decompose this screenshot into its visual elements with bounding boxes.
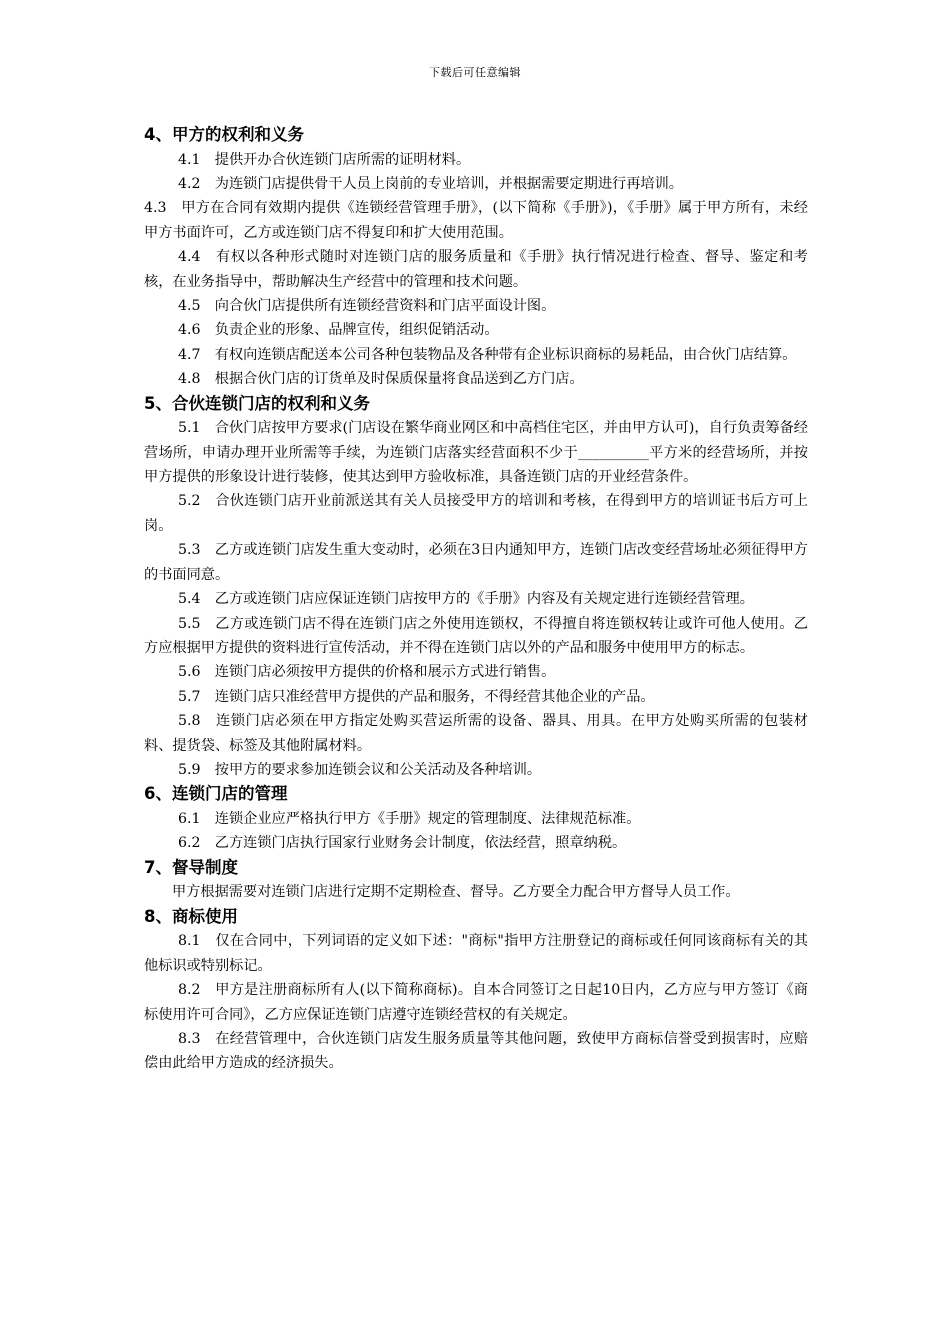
clause-paragraph: 4.2 为连锁门店提供骨干人员上岗前的专业培训，并根据需要定期进行再培训。	[178, 176, 683, 192]
clause-paragraph: 4.6 负责企业的形象、品牌宣传，组织促销活动。	[178, 322, 499, 339]
clause-paragraph: 5.1 合伙门店按甲方要求(门店设在繁华商业网区和中高档住宅区，并由甲方认可)，自行负责筹备经营场所，申请办理开业所需等手续，为连锁门店落实经营面积不少于__________平方米的经营场所，并按甲方提供的形象设计进行装修，使其达到甲方验收标准，具备连锁门店的开业经营条件。	[144, 420, 808, 486]
clause-paragraph: 5.3 乙方或连锁门店发生重大变动时，必须在3日内通知甲方，连锁门店改变经营场址必须征得甲方的书面同意。	[144, 542, 808, 583]
clause-paragraph: 8.2 甲方是注册商标所有人(以下简称商标)。自本合同签订之日起10日内，乙方应与甲方签订《商标使用许可合同》，乙方应保证连锁门店遵守连锁经营权的有关规定。	[144, 982, 808, 1023]
clause-paragraph: 4.8 根据合伙门店的订货单及时保质保量将食品送到乙方门店。	[178, 371, 584, 388]
clause-paragraph: 6.2 乙方连锁门店执行国家行业财务会计制度，依法经营，照章纳税。	[178, 835, 627, 852]
clause-paragraph: 5.4 乙方或连锁门店应保证连锁门店按甲方的《手册》内容及有关规定进行连锁经营管理。	[178, 591, 754, 608]
section-heading: 8、商标使用	[144, 906, 238, 926]
clause-paragraph: 4.3 甲方在合同有效期内提供《连锁经营管理手册》，(以下简称《手册》)，《手册》属于甲方所有，未经甲方书面许可，乙方或连锁门店不得复印和扩大使用范围。	[144, 200, 808, 241]
section-heading: 4、甲方的权利和义务	[144, 125, 304, 144]
clause-paragraph: 5.9 按甲方的要求参加连锁会议和公关活动及各种培训。	[178, 761, 542, 778]
document-body	[144, 123, 808, 1076]
clause-paragraph: 5.6 连锁门店必须按甲方提供的价格和展示方式进行销售。	[178, 664, 556, 681]
clause-paragraph: 4.5 向合伙门店提供所有连锁经营资料和门店平面设计图。	[178, 298, 556, 315]
clause-paragraph: 6.1 连锁企业应严格执行甲方《手册》规定的管理制度、法律规范标准。	[178, 810, 641, 827]
clause-paragraph: 8.1 仅在合同中，下列词语的定义如下述："商标"指甲方注册登记的商标或任何同该商标有关的其他标识或特别标记。	[144, 933, 808, 974]
clause-paragraph: 5.7 连锁门店只准经营甲方提供的产品和服务，不得经营其他企业的产品。	[178, 688, 655, 705]
clause-paragraph: 甲方根据需要对连锁门店进行定期不定期检查、督导。乙方要全力配合甲方督导人员工作。	[172, 884, 740, 901]
section-heading: 5、合伙连锁门店的权利和义务	[144, 393, 370, 413]
clause-paragraph: 4.4 有权以各种形式随时对连锁门店的服务质量和《手册》执行情况进行检查、督导、鉴定和考核，在业务指导中，帮助解决生产经营中的管理和技术问题。	[144, 249, 808, 290]
clause-paragraph: 4.7 有权向连锁店配送本公司各种包装物品及各种带有企业标识商标的易耗品，由合伙门店结算。	[178, 346, 797, 363]
clause-paragraph: 4.1 提供开办合伙连锁门店所需的证明材料。	[178, 151, 471, 168]
clause-paragraph: 8.3 在经营管理中，合伙连锁门店发生服务质量等其他问题，致使甲方商标信誉受到损害时，应赔偿由此给甲方造成的经济损失。	[144, 1030, 808, 1072]
clause-paragraph: 5.5 乙方或连锁门店不得在连锁门店之外使用连锁权，不得擅自将连锁权转让或许可他人使用。乙方应根据甲方提供的资料进行宣传活动，并不得在连锁门店以外的产品和服务中使用甲方的标志。	[144, 615, 808, 656]
section-heading: 7、督导制度	[144, 857, 238, 877]
page-header: 下载后可任意编辑	[429, 66, 521, 79]
clause-paragraph: 5.8 连锁门店必须在甲方指定处购买营运所需的设备、器具、用具。在甲方处购买所需的包装材料、提货袋、标签及其他附属材料。	[144, 713, 808, 754]
section-heading: 6、连锁门店的管理	[144, 784, 288, 804]
clause-paragraph: 5.2 合伙连锁门店开业前派送其有关人员接受甲方的培训和考核，在得到甲方的培训证书后方可上岗。	[144, 493, 808, 534]
